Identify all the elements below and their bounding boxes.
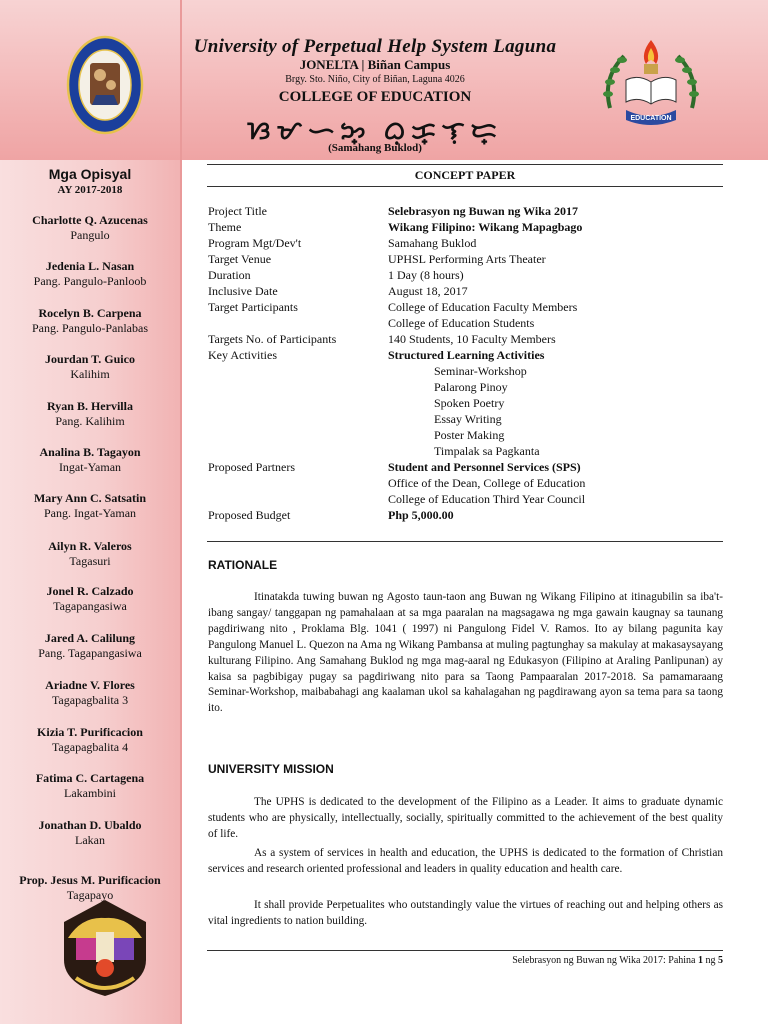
footer-rule — [207, 950, 723, 951]
officer-entry — [0, 306, 180, 336]
officer-entry — [0, 818, 180, 848]
rationale-heading: RATIONALE — [208, 558, 278, 572]
officer-entry — [0, 678, 180, 708]
officer-name: Jonathan D. Ubaldo — [38, 818, 142, 832]
officer-name: Rocelyn B. Carpena — [38, 306, 142, 320]
university-name: University of Perpetual Help System Laguna — [193, 36, 557, 57]
baybayin-script: ᜐᜋᜑᜅ᜔ ᜊᜓᜃ᜔ᜎᜓᜇ᜔ — [247, 118, 503, 145]
partners-label: Proposed Partners — [208, 460, 295, 474]
officer-position: Tagapagbalita 3 — [51, 693, 129, 707]
activity-item: Poster Making — [434, 428, 505, 442]
officer-name: Charlotte Q. Azucenas — [32, 213, 148, 227]
officer-name: Mary Ann C. Satsatin — [33, 491, 146, 505]
officer-entry — [0, 352, 180, 382]
activity-item: Essay Writing — [434, 412, 502, 426]
activities-heading: Structured Learning Activities — [388, 348, 545, 362]
date-label: Inclusive Date — [208, 284, 278, 298]
theme-value: Wikang Filipino: Wikang Mapagbago — [388, 220, 583, 234]
heading-rule — [207, 186, 723, 187]
budget-label: Proposed Budget — [208, 508, 291, 522]
officer-position: Pang. Pangulo-Panloob — [33, 274, 147, 288]
university-seal-logo — [66, 35, 144, 135]
footer-prefix: Selebrasyon ng Buwan ng Wika 2017: Pahina — [512, 955, 698, 966]
mission-heading: UNIVERSITY MISSION — [208, 762, 334, 776]
officer-position: Tagapagbalita 4 — [51, 740, 129, 754]
participants-label: Target Participants — [208, 300, 298, 314]
partner-item: College of Education Third Year Council — [388, 492, 586, 506]
officer-entry — [0, 399, 180, 429]
mission-paragraph-3 — [208, 898, 723, 930]
officer-name: Ailyn R. Valeros — [48, 539, 132, 553]
officer-name: Ryan B. Hervilla — [47, 399, 133, 413]
organization-badge-logo — [62, 898, 148, 998]
officer-position: Tagasuri — [69, 554, 111, 568]
footer-page-total: 5 — [718, 955, 723, 966]
officer-position: Lakambini — [64, 786, 116, 800]
officer-position: Pang. Pangulo-Panlabas — [32, 321, 148, 335]
rationale-text: Itinatakda tuwing buwan ng Agosto taun-taon ang Buwan ng Wikang Filipino at itinagubilin sa iba't-ibang sangay/ tanggapan ng pamahalaan at sa mga paaralan na magsagawa ng mga gawain kaugnay sa taunang pagdiriwang nito , Proklama Blg. 1041 ( 1997) ni Pangulong Fidel V. Ramos. Ito ay bilang pagunita kay Pangulong Manuel L. Quezon na Ama ng Wikang Pambansa at muling pagtunghay sa makulay at makasaysayang kulturang Filipino. Ang Samahang Buklod ng mga mag-aaral ng Edukasyon (Filipino at Araling Panlipunan) ay kaisa sa pagbibigay pugay sa pagdiriwang nito para sa Taong Pampaaralan 2017-2018. Sa pamamaraang Seminar-Workshop, maibabahagi ang kaalaman ukol sa kahalagahan ng pagdirawang ayon sa tema para sa taong ito. — [208, 591, 723, 715]
top-rule — [207, 164, 723, 165]
officer-name: Jourdan T. Guico — [45, 352, 135, 366]
activities-label: Key Activities — [208, 348, 277, 362]
duration-label: Duration — [208, 268, 251, 282]
officer-position: Ingat-Yaman — [58, 460, 122, 474]
officer-position: Pangulo — [70, 228, 110, 242]
officer-name: Kizia T. Purificacion — [37, 725, 143, 739]
education-emblem-logo — [596, 38, 706, 130]
officer-name: Ariadne V. Flores — [45, 678, 135, 692]
activity-item: Spoken Poetry — [434, 396, 505, 410]
campus-name: JONELTA | Biñan Campus — [299, 57, 451, 72]
project-title-label: Project Title — [208, 204, 268, 218]
participant-item: College of Education Faculty Members — [388, 300, 578, 314]
officer-position: Tagapayo — [66, 888, 114, 902]
officer-name: Fatima C. Cartagena — [35, 771, 145, 785]
sidebar-academic-year: AY 2017-2018 — [57, 184, 123, 196]
theme-label: Theme — [208, 220, 242, 234]
venue-value: UPHSL Performing Arts Theater — [388, 252, 546, 266]
officer-name: Analina B. Tagayon — [39, 445, 141, 459]
officer-entry — [0, 631, 180, 661]
rationale-paragraph — [208, 590, 723, 717]
officer-position: Tagapangasiwa — [53, 599, 127, 613]
section-rule — [207, 541, 723, 542]
mission-paragraph-2 — [208, 846, 723, 878]
officer-position: Pang. Kalihim — [55, 414, 125, 428]
program-label: Program Mgt/Dev't — [208, 236, 302, 250]
duration-value: 1 Day (8 hours) — [388, 268, 464, 282]
participant-count-value: 140 Students, 10 Faculty Members — [388, 332, 556, 346]
mission-text-2: As a system of services in health and education, the UPHS is dedicated to the formation of Christian services and research oriented professional and leaders in quality education and health care. — [208, 847, 723, 875]
sidebar-title: Mga Opisyal — [48, 166, 132, 182]
officer-entry — [0, 771, 180, 801]
partner-item: Office of the Dean, College of Education — [388, 476, 586, 490]
activity-item: Palarong Pinoy — [434, 380, 508, 394]
officer-entry — [0, 584, 180, 614]
officer-name: Jonel R. Calzado — [46, 584, 134, 598]
date-value: August 18, 2017 — [388, 284, 468, 298]
budget-value: Php 5,000.00 — [388, 508, 454, 522]
mission-text-3: It shall provide Perpetualites who outstandingly value the virtues of reaching out and helping others as vital ingredients to nation building. — [208, 899, 723, 927]
officer-entry — [0, 725, 180, 755]
venue-label: Target Venue — [208, 252, 272, 266]
activity-item: Seminar-Workshop — [434, 364, 527, 378]
officer-position: Pang. Ingat-Yaman — [43, 506, 137, 520]
officer-position: Kalihim — [70, 367, 110, 381]
officer-entry — [0, 445, 180, 475]
officer-name: Prop. Jesus M. Purificacion — [19, 873, 161, 887]
mission-paragraph-1 — [208, 795, 723, 843]
officer-entry — [0, 213, 180, 243]
participant-item: College of Education Students — [388, 316, 535, 330]
project-title-value: Selebrasyon ng Buwan ng Wika 2017 — [388, 204, 578, 218]
officer-position: Lakan — [75, 833, 105, 847]
officer-name: Jared A. Calilung — [44, 631, 136, 645]
organization-name: (Samahang Buklod) — [328, 142, 422, 154]
participant-count-label: Targets No. of Participants — [208, 332, 337, 346]
college-name: COLLEGE OF EDUCATION — [278, 89, 472, 105]
officer-entry — [0, 259, 180, 289]
campus-address: Brgy. Sto. Niño, City of Biñan, Laguna 4026 — [285, 74, 465, 85]
officer-name: Jedenia L. Nasan — [45, 259, 135, 273]
concept-paper-heading: CONCEPT PAPER — [414, 168, 516, 182]
activity-item: Timpalak sa Pagkanta — [434, 444, 540, 458]
officer-entry — [0, 539, 180, 569]
program-value: Samahang Buklod — [388, 236, 477, 250]
footer-of: ng — [703, 955, 718, 966]
partners-heading: Student and Personnel Services (SPS) — [388, 460, 581, 474]
footer-page-number: 1 — [698, 955, 703, 966]
mission-text-1: The UPHS is dedicated to the development of the Filipino as a Leader. It aims to graduate dynamic students who are physically, intellectually, socially, spiritually committed to the achievement of the best quality of life. — [208, 796, 723, 840]
emblem-label: EDUCATION — [630, 115, 672, 122]
officer-entry — [0, 491, 180, 521]
officer-position: Pang. Tagapangasiwa — [38, 646, 142, 660]
page-footer — [208, 955, 723, 966]
